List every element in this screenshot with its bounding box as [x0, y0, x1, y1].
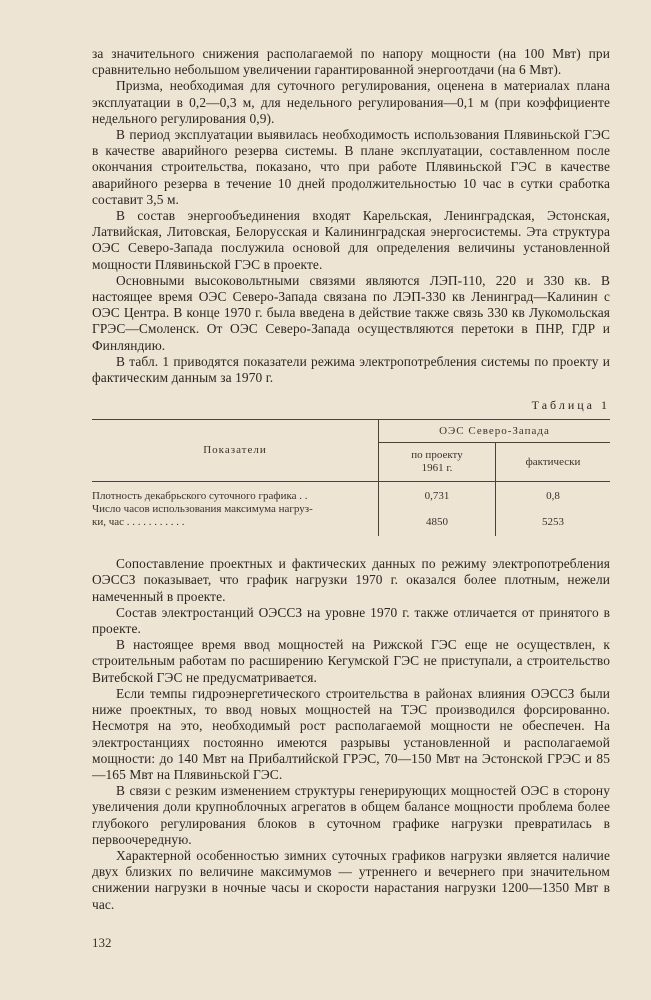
paragraph: за значительного снижения располагаемой по напору мощности (на 100 Мвт) при сравнительно небольшом увеличении гарантированной энергоотдачи (на 6 Мвт).: [92, 46, 610, 78]
table-header-indicator: Показатели: [92, 420, 379, 482]
table-cell-value: 4850: [426, 516, 448, 529]
page-number: 132: [92, 935, 112, 950]
table-body-row: [92, 482, 610, 537]
table-spacer: [379, 503, 495, 516]
table-cell-value: 0,8: [546, 490, 560, 503]
paragraph: Сопоставление проектных и фактических данных по режиму электропотребления ОЭССЗ показывает, что график нагрузки 1970 г. оказался более плотным, нежели намеченный в проекте.: [92, 556, 610, 604]
table-cell-labels: [92, 482, 379, 537]
table-cell-value: 5253: [542, 516, 564, 529]
paragraph: Основными высоковольтными связями являются ЛЭП-110, 220 и 330 кв. В настоящее время ОЭС Северо-Запада связана по ЛЭП-330 кв Ленинград—Калинин с ОЭС Центра. В конце 1970 г. была введена в действие также связь 330 кв Лукомольская ГРЭС—Смоленск. От ОЭС Северо-Запада осуществляются перетоки в ПНР, ГДР и Финляндию.: [92, 272, 610, 353]
table-row-label: ки, час . . . . . . . . . . .: [92, 516, 185, 529]
table-cell-project: [379, 482, 496, 537]
paragraph: Если темпы гидроэнергетического строительства в районах влияния ОЭССЗ были ниже проектных, то ввод новых мощностей на ТЭС производился форсированно. Несмотря на это, необходимый рост располагаемой мощности не обеспечен. На электростанциях постоянно имеются разрывы установленной и располагаемой мощности: до 140 Мвт на Прибалтийской ГРЭС, 70—150 Мвт на Эстонской ГРЭС и 85—165 Мвт на Плявиньской ГЭС.: [92, 685, 610, 782]
table-caption: Таблица 1: [531, 398, 610, 413]
table-row-label: Плотность декабрьского суточного графика . .: [92, 490, 308, 503]
table-cell-actual: [496, 482, 611, 537]
paragraph: Призма, необходимая для суточного регулирования, оценена в материалах плана эксплуатации в 0,2—0,3 м, для недельного регулирования—0,1 м (при коэффициенте недельного регулирования 0,9).: [92, 78, 610, 126]
table-header-actual: фактически: [496, 443, 611, 482]
text-block-bottom: [92, 556, 610, 912]
table-header-project-line1: по проекту: [411, 449, 463, 462]
paragraph: В табл. 1 приводятся показатели режима электропотребления системы по проекту и фактическим данным за 1970 г.: [92, 353, 610, 386]
data-table: [92, 419, 610, 536]
table-row-label: Число часов использования максимума нагруз-: [92, 503, 313, 516]
paragraph: В состав энергообъединения входят Карельская, Ленинградская, Эстонская, Латвийская, Литовская, Белорусская и Калининградская энергосистемы. Эта структура ОЭС Северо-Запада послужила основой для определения величины установленной мощности Плявиньской ГЭС в проекте.: [92, 208, 610, 272]
table-header-group: ОЭС Северо-Запада: [379, 420, 611, 443]
paragraph: В период эксплуатации выявилась необходимость использования Плявиньской ГЭС в качестве аварийного резерва системы. В плане эксплуатации, составленном после окончания строительства, показано, что при работе Плявиньской ГЭС в качестве аварийного резерва в течение 10 дней продолжительностью 10 час в сутки сработка составит 3,5 м.: [92, 127, 610, 207]
table-cell-value: 0,731: [424, 490, 450, 503]
table-header-project: [379, 443, 496, 482]
text-block-top: [92, 46, 610, 386]
paragraph: Характерной особенностью зимних суточных графиков нагрузки является наличие двух близких по величине максимумов — утреннего и вечернего при значительном снижении нагрузки в ночные часы и скорости нарастания нагрузки 1200—1350 Мвт в час.: [92, 847, 610, 912]
table-header-project-line2: 1961 г.: [421, 462, 453, 475]
paragraph: В связи с резким изменением структуры генерирующих мощностей ОЭС в сторону увеличения доли крупноблочных агрегатов в общем балансе мощности проблема более глубокого регулирования блоков в суточном графике нагрузки превратилась в первоочередную.: [92, 783, 610, 847]
paragraph: В настоящее время ввод мощностей на Рижской ГЭС еще не осуществлен, к строительным работам по расширению Кегумской ГЭС не приступали, а строительство Витебской ГЭС не предусматривается.: [92, 637, 610, 685]
paragraph: Состав электростанций ОЭССЗ на уровне 1970 г. также отличается от принятого в проекте.: [92, 604, 610, 637]
table-spacer: [496, 503, 610, 516]
document-page: [92, 46, 610, 913]
